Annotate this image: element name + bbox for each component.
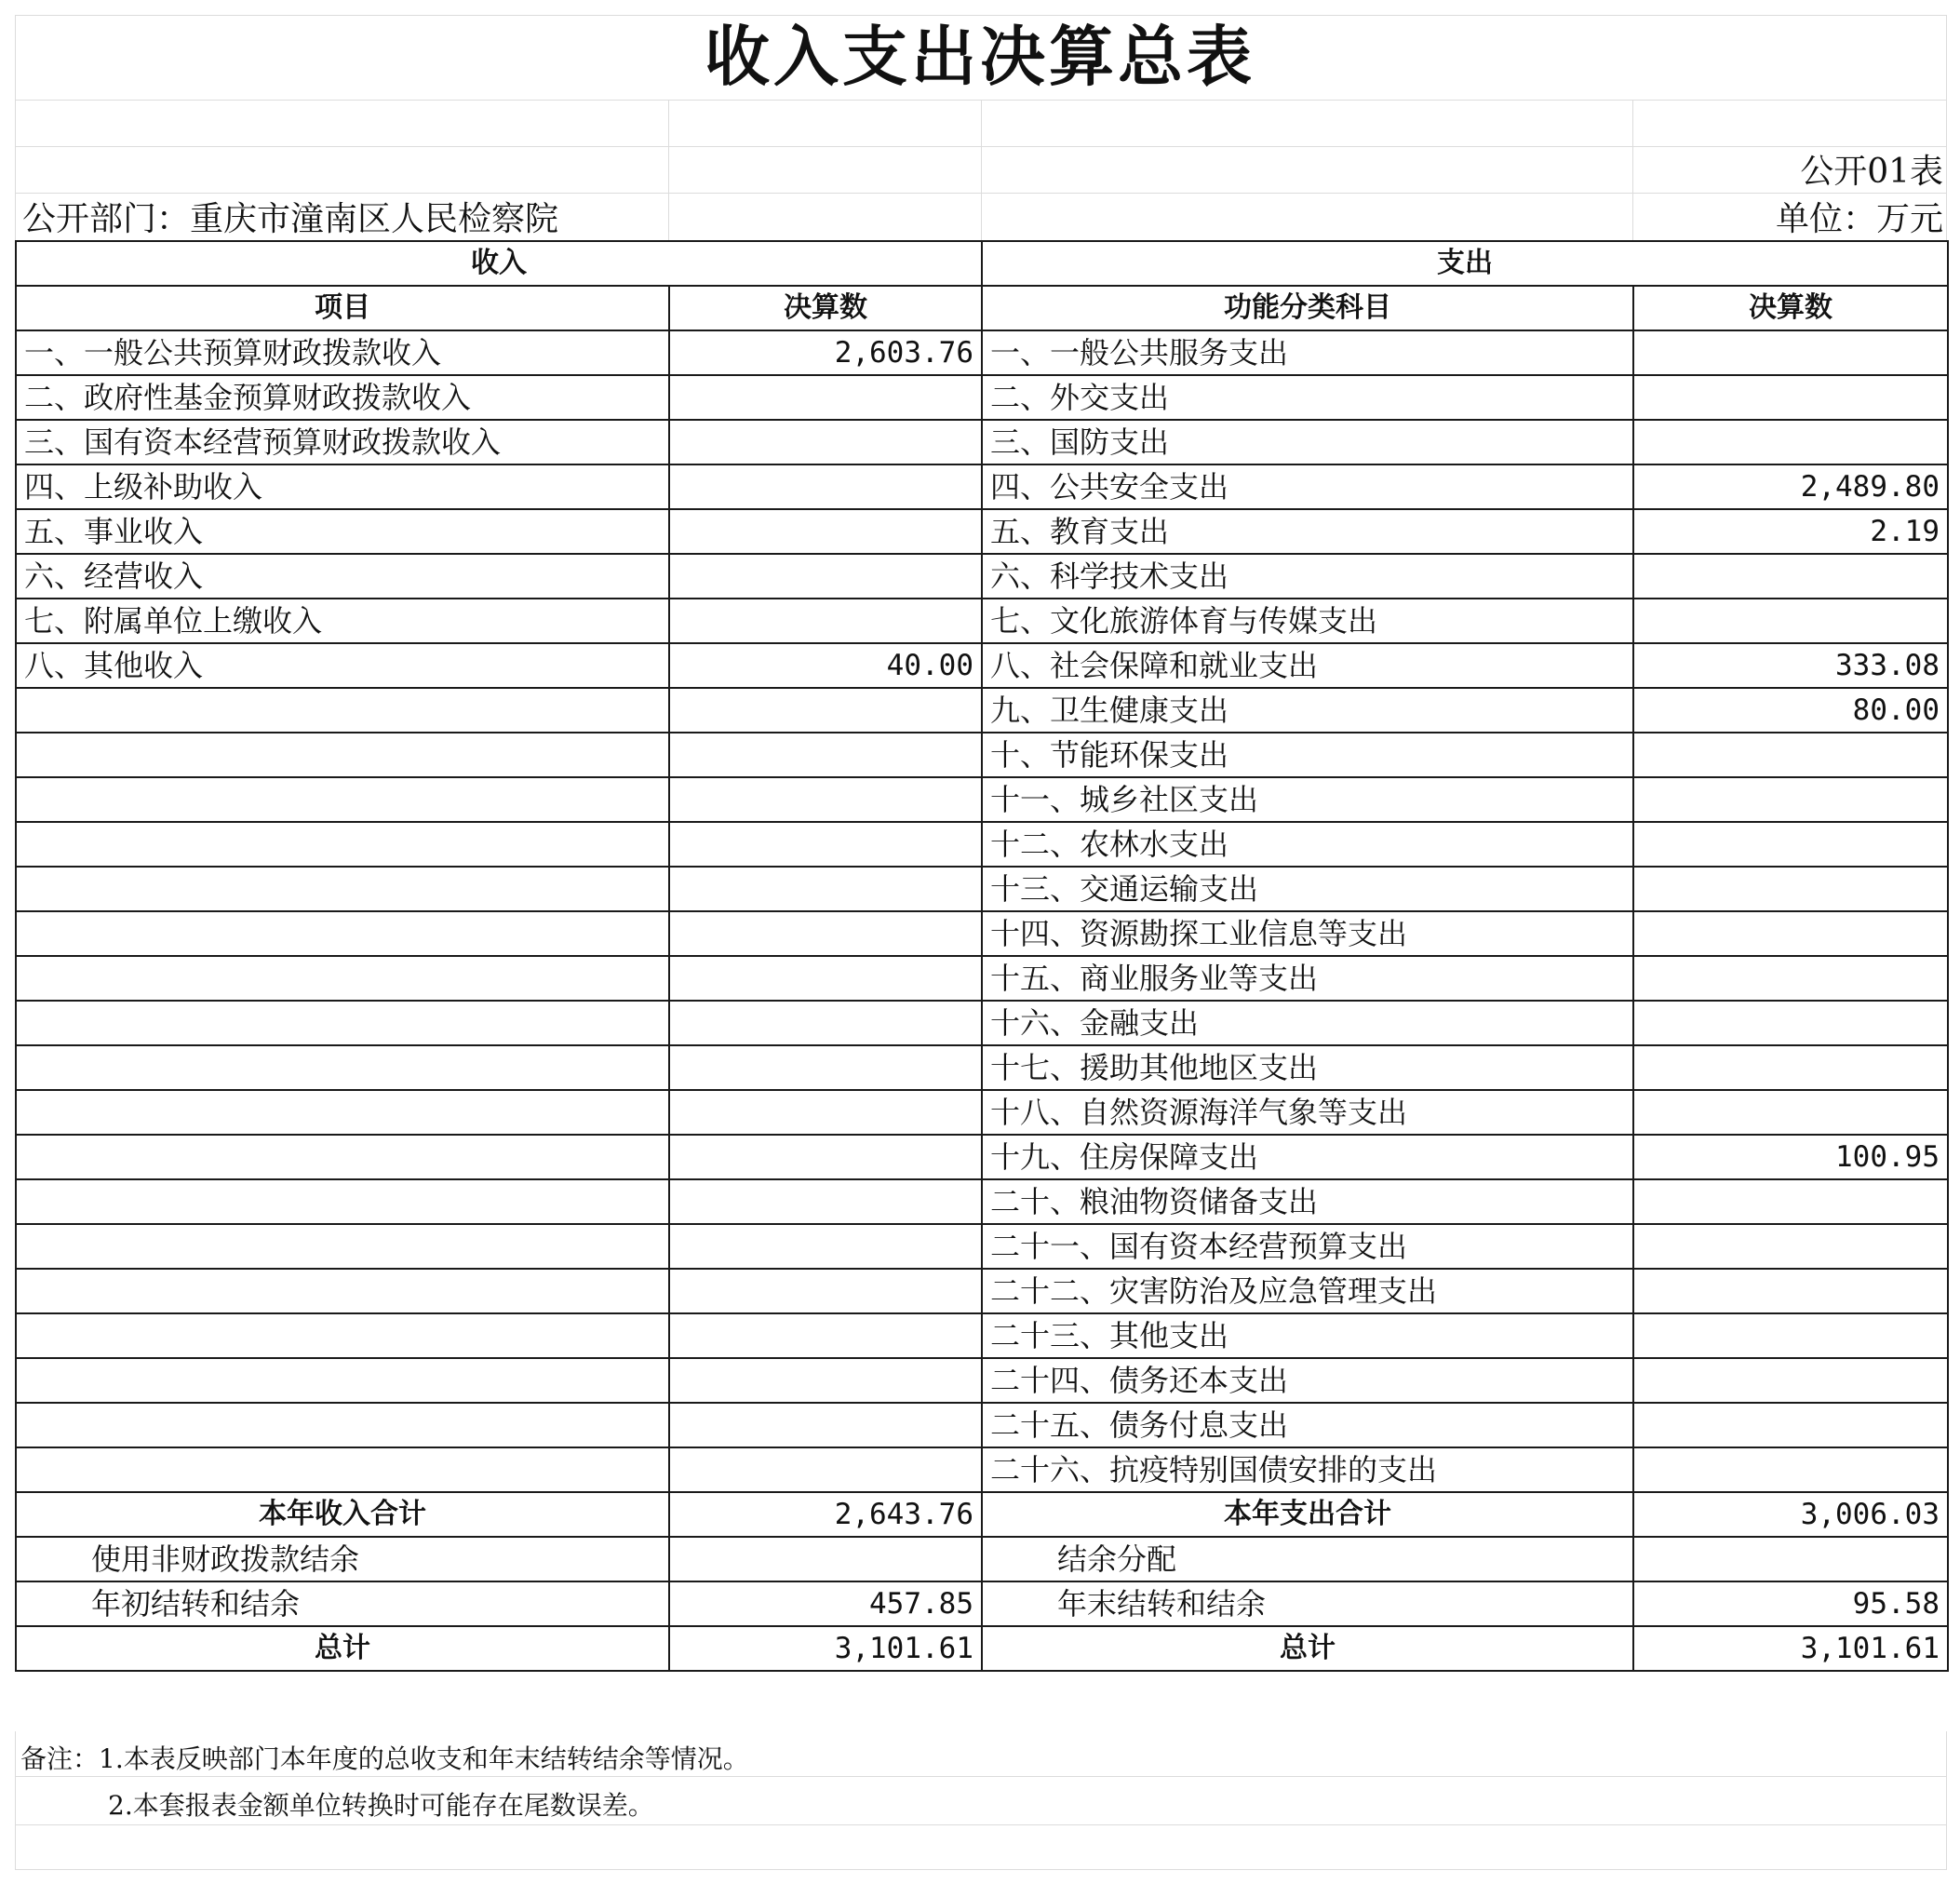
page-title: 收入支出决算总表 <box>705 19 1255 95</box>
nonfiscal-row <box>16 1537 1948 1581</box>
table-row <box>16 643 1948 688</box>
expense-amount-cell <box>1633 554 1948 599</box>
table-row <box>16 375 1948 420</box>
table-row <box>16 688 1948 733</box>
table-row <box>16 1403 1948 1447</box>
expense-item-cell: 十一、城乡社区支出 <box>982 777 1633 822</box>
expense-item-cell: 十六、金融支出 <box>982 1001 1633 1045</box>
income-item-cell: 六、经营收入 <box>16 554 669 599</box>
grid-line <box>15 1869 1947 1870</box>
table-row <box>16 420 1948 464</box>
table-row <box>16 1224 1948 1269</box>
expense-item-cell: 二十四、债务还本支出 <box>982 1358 1633 1403</box>
expense-amount-cell <box>1633 1313 1948 1358</box>
expense-item-cell: 十四、资源勘探工业信息等支出 <box>982 911 1633 956</box>
expense-item-cell: 八、社会保障和就业支出 <box>982 643 1633 688</box>
grid-line <box>15 15 1947 16</box>
income-amount-cell <box>669 777 982 822</box>
department-label: 公开部门：重庆市潼南区人民检察院 <box>22 200 559 238</box>
income-item-cell <box>16 822 669 867</box>
ending-carryover-label: 年末结转和结余 <box>982 1581 1633 1626</box>
table-row <box>16 1447 1948 1492</box>
table-row <box>16 1358 1948 1403</box>
income-item-cell <box>16 777 669 822</box>
expense-amount-cell: 100.95 <box>1633 1135 1948 1179</box>
expense-item-cell: 四、公共安全支出 <box>982 464 1633 509</box>
income-item-cell <box>16 1358 669 1403</box>
income-amount-header: 决算数 <box>669 286 982 330</box>
year-income-total-value: 2,643.76 <box>669 1492 982 1537</box>
expense-amount-cell <box>1633 1447 1948 1492</box>
expense-amount-cell <box>1633 1358 1948 1403</box>
income-item-cell <box>16 911 669 956</box>
ending-carryover-value: 95.58 <box>1633 1581 1948 1626</box>
table-row <box>16 599 1948 643</box>
expense-amount-cell <box>1633 777 1948 822</box>
grid-line <box>15 1824 1947 1825</box>
income-item-cell <box>16 1179 669 1224</box>
table-row <box>16 777 1948 822</box>
income-item-cell <box>16 956 669 1001</box>
grid-line <box>668 100 669 240</box>
income-amount-cell <box>669 956 982 1001</box>
surplus-allocation-label: 结余分配 <box>982 1537 1633 1581</box>
expense-amount-cell <box>1633 911 1948 956</box>
income-amount-cell <box>669 1001 982 1045</box>
beginning-carryover-value: 457.85 <box>669 1581 982 1626</box>
income-amount-cell <box>669 1269 982 1313</box>
expense-amount-header: 决算数 <box>1633 286 1948 330</box>
table-row <box>16 509 1948 554</box>
income-amount-cell <box>669 554 982 599</box>
expense-item-cell: 二十二、灾害防治及应急管理支出 <box>982 1269 1633 1313</box>
expense-amount-cell <box>1633 1179 1948 1224</box>
expense-item-cell: 五、教育支出 <box>982 509 1633 554</box>
income-item-cell <box>16 1224 669 1269</box>
table-row <box>16 911 1948 956</box>
expense-amount-cell <box>1633 1045 1948 1090</box>
income-item-cell <box>16 1403 669 1447</box>
grid-line <box>1632 100 1633 240</box>
unit-label: 单位：万元 <box>1775 200 1943 238</box>
beginning-carryover-label: 年初结转和结余 <box>16 1581 669 1626</box>
expense-item-cell: 六、科学技术支出 <box>982 554 1633 599</box>
income-item-cell: 三、国有资本经营预算财政拨款收入 <box>16 420 669 464</box>
table-row <box>16 867 1948 911</box>
surplus-allocation-value <box>1633 1537 1948 1581</box>
table-row <box>16 822 1948 867</box>
income-amount-cell <box>669 420 982 464</box>
expense-amount-cell <box>1633 1269 1948 1313</box>
grand-total-income-label: 总计 <box>16 1626 669 1671</box>
income-item-cell: 七、附属单位上缴收入 <box>16 599 669 643</box>
income-amount-cell: 2,603.76 <box>669 330 982 375</box>
income-item-cell <box>16 733 669 777</box>
income-item-cell: 五、事业收入 <box>16 509 669 554</box>
expense-section-header: 支出 <box>982 241 1948 286</box>
expense-item-cell: 七、文化旅游体育与传媒支出 <box>982 599 1633 643</box>
expense-item-cell: 二、外交支出 <box>982 375 1633 420</box>
expense-item-cell: 二十一、国有资本经营预算支出 <box>982 1224 1633 1269</box>
expense-item-cell: 二十五、债务付息支出 <box>982 1403 1633 1447</box>
table-row <box>16 1269 1948 1313</box>
expense-amount-cell <box>1633 956 1948 1001</box>
income-amount-cell <box>669 867 982 911</box>
income-amount-cell <box>669 911 982 956</box>
nonfiscal-value <box>669 1537 982 1581</box>
grid-line <box>981 100 982 240</box>
section-header-row <box>16 241 1948 286</box>
table-row <box>16 1135 1948 1179</box>
table-row <box>16 1179 1948 1224</box>
income-amount-cell <box>669 1135 982 1179</box>
expense-amount-cell <box>1633 1090 1948 1135</box>
expense-item-cell: 二十三、其他支出 <box>982 1313 1633 1358</box>
expense-item-cell: 十七、援助其他地区支出 <box>982 1045 1633 1090</box>
table-row <box>16 1001 1948 1045</box>
expense-item-cell: 十、节能环保支出 <box>982 733 1633 777</box>
grand-total-row <box>16 1626 1948 1671</box>
income-item-cell <box>16 1045 669 1090</box>
income-amount-cell <box>669 375 982 420</box>
table-row <box>16 554 1948 599</box>
expense-item-cell: 二十六、抗疫特别国债安排的支出 <box>982 1447 1633 1492</box>
income-section-header: 收入 <box>16 241 982 286</box>
income-amount-cell <box>669 1403 982 1447</box>
grand-total-expense-label: 总计 <box>982 1626 1633 1671</box>
expense-amount-cell: 2,489.80 <box>1633 464 1948 509</box>
carryover-row <box>16 1581 1948 1626</box>
income-item-cell <box>16 1313 669 1358</box>
nonfiscal-label: 使用非财政拨款结余 <box>16 1537 669 1581</box>
income-item-cell <box>16 1001 669 1045</box>
grand-total-expense-value: 3,101.61 <box>1633 1626 1948 1671</box>
grid-line <box>15 1731 16 1869</box>
table-row <box>16 956 1948 1001</box>
expense-item-header: 功能分类科目 <box>982 286 1633 330</box>
table-row <box>16 733 1948 777</box>
form-number: 公开01表 <box>1800 153 1943 191</box>
expense-amount-cell <box>1633 1001 1948 1045</box>
table-row <box>16 1090 1948 1135</box>
expense-item-cell: 二十、粮油物资储备支出 <box>982 1179 1633 1224</box>
income-item-cell <box>16 1090 669 1135</box>
table-row <box>16 1313 1948 1358</box>
expense-amount-cell: 80.00 <box>1633 688 1948 733</box>
income-amount-cell <box>669 1090 982 1135</box>
income-amount-cell <box>669 509 982 554</box>
expense-amount-cell <box>1633 375 1948 420</box>
expense-amount-cell <box>1633 733 1948 777</box>
income-amount-cell <box>669 464 982 509</box>
expense-item-cell: 十八、自然资源海洋气象等支出 <box>982 1090 1633 1135</box>
income-expense-table <box>15 240 1949 1672</box>
expense-item-cell: 三、国防支出 <box>982 420 1633 464</box>
year-total-row <box>16 1492 1948 1537</box>
table-row <box>16 464 1948 509</box>
grid-line <box>1946 1731 1947 1869</box>
income-amount-cell <box>669 1447 982 1492</box>
income-item-cell: 四、上级补助收入 <box>16 464 669 509</box>
footnote-2: 2.本套报表金额单位转换时可能存在尾数误差。 <box>108 1790 654 1821</box>
year-expense-total-value: 3,006.03 <box>1633 1492 1948 1537</box>
expense-item-cell: 十五、商业服务业等支出 <box>982 956 1633 1001</box>
income-amount-cell <box>669 599 982 643</box>
income-amount-cell: 40.00 <box>669 643 982 688</box>
income-item-header: 项目 <box>16 286 669 330</box>
table-row <box>16 1045 1948 1090</box>
income-amount-cell <box>669 1313 982 1358</box>
income-amount-cell <box>669 1224 982 1269</box>
expense-amount-cell <box>1633 599 1948 643</box>
table-row <box>16 330 1948 375</box>
income-item-cell: 二、政府性基金预算财政拨款收入 <box>16 375 669 420</box>
income-amount-cell <box>669 1358 982 1403</box>
footnote-1: 备注：1.本表反映部门本年度的总收支和年末结转结余等情况。 <box>20 1743 749 1774</box>
income-amount-cell <box>669 688 982 733</box>
income-amount-cell <box>669 1179 982 1224</box>
expense-item-cell: 九、卫生健康支出 <box>982 688 1633 733</box>
income-amount-cell <box>669 1045 982 1090</box>
income-item-cell: 一、一般公共预算财政拨款收入 <box>16 330 669 375</box>
expense-amount-cell: 2.19 <box>1633 509 1948 554</box>
income-item-cell <box>16 1269 669 1313</box>
grand-total-income-value: 3,101.61 <box>669 1626 982 1671</box>
expense-item-cell: 十九、住房保障支出 <box>982 1135 1633 1179</box>
expense-item-cell: 一、一般公共服务支出 <box>982 330 1633 375</box>
expense-item-cell: 十二、农林水支出 <box>982 822 1633 867</box>
expense-amount-cell: 333.08 <box>1633 643 1948 688</box>
expense-amount-cell <box>1633 822 1948 867</box>
column-header-row <box>16 286 1948 330</box>
expense-amount-cell <box>1633 867 1948 911</box>
grid-line <box>1946 15 1947 240</box>
expense-amount-cell <box>1633 1224 1948 1269</box>
expense-amount-cell <box>1633 1403 1948 1447</box>
income-item-cell <box>16 1447 669 1492</box>
income-item-cell <box>16 1135 669 1179</box>
income-item-cell <box>16 867 669 911</box>
expense-item-cell: 十三、交通运输支出 <box>982 867 1633 911</box>
income-amount-cell <box>669 733 982 777</box>
year-income-total-label: 本年收入合计 <box>16 1492 669 1537</box>
expense-amount-cell <box>1633 330 1948 375</box>
income-item-cell: 八、其他收入 <box>16 643 669 688</box>
expense-amount-cell <box>1633 420 1948 464</box>
income-amount-cell <box>669 822 982 867</box>
year-expense-total-label: 本年支出合计 <box>982 1492 1633 1537</box>
income-item-cell <box>16 688 669 733</box>
